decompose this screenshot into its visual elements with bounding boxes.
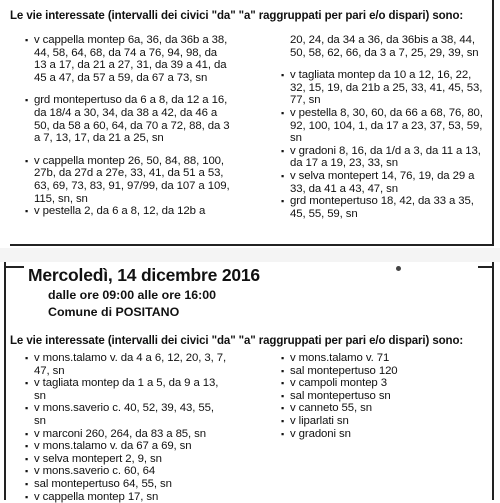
street-item: ▪ v canneto 55, sn: [281, 402, 372, 415]
bullet-icon: ▪: [25, 353, 29, 363]
street-item: ▪ v pestella 8, 30, 60, da 66 a 68, 76, 80, 92, 100, 104, 1, da 17 a 23, 37, 53, 59, sn: [281, 106, 483, 145]
street-item: ▪ grd montepertuso da 6 a 8, da 12 a 16, da 18/4 a 30, 34, da 38 a 42, da 46 a 50, da 58 a 60, 64, da 70 a 72, 88, da 3 a 7, 13, 17, da 21 a 25, sn: [25, 94, 230, 145]
street-item: ▪ v cappella montep 6a, 36, da 36b a 38, 44, 58, 64, 68, da 74 a 76, 94, 98, da 13 a 17, da 21 a 27, 31, da 39 a 41, da 45 a 47, da 57 a 59, da 67 a 73, sn: [25, 34, 228, 84]
streets-right-column: [280, 34, 495, 220]
card-separator: [0, 248, 500, 262]
bullet-icon: ▪: [281, 170, 285, 181]
streets-left-column: [24, 34, 262, 218]
bullet-icon: ▪: [281, 428, 285, 439]
street-item: ▪ v liparlati sn: [281, 414, 349, 427]
street-item: ▪ v mons.talamo v. 71: [281, 352, 390, 364]
bullet-icon: ▪: [25, 378, 29, 389]
notice-hours: dalle ore 09:00 alle ore 16:00: [48, 288, 217, 302]
street-item: ▪ v selva montepert 2, 9, sn: [25, 452, 162, 465]
card-border-right: [492, 0, 494, 246]
street-item: ▪ v campoli montep 3: [281, 377, 387, 390]
street-item: ▪ v gradoni sn: [281, 427, 351, 440]
bullet-icon: ▪: [25, 478, 29, 489]
notice-date: Mercoledì, 14 dicembre 2016: [28, 265, 260, 285]
decorative-dot: [396, 266, 401, 271]
street-item: ▪ v tagliata montep da 1 a 5, da 9 a 13, sn: [25, 377, 219, 402]
street-item: ▪ grd montepertuso 18, 42, da 33 a 35, 45, 55, 59, sn: [281, 195, 474, 220]
street-item: ▪ v cappella montep 17, sn: [25, 490, 159, 503]
card-border-bottom: [10, 244, 494, 246]
bullet-icon: ▪: [25, 441, 29, 452]
street-item: ▪ v mons.saverio c. 40, 52, 39, 43, 55, sn: [25, 402, 214, 427]
street-item: ▪ v mons.saverio c. 60, 64: [25, 465, 156, 478]
bullet-icon: ▪: [281, 353, 285, 363]
street-item: ▪ sal montepertuso 64, 55, sn: [25, 477, 172, 490]
street-item: ▪ sal montepertuso sn: [281, 389, 391, 402]
street-item: ▪ v mons.talamo v. da 4 a 6, 12, 20, 3, 7, 47, sn: [25, 352, 227, 377]
card-border-left: [4, 262, 6, 500]
bullet-icon: ▪: [25, 453, 29, 464]
bullet-icon: ▪: [281, 70, 285, 81]
bullet-icon: ▪: [25, 428, 29, 439]
outage-notice-card-2: [0, 262, 500, 503]
street-item-continued: 20, 24, da 34 a 36, da 36bis a 38, 44, 50, 58, 62, 66, da 3 a 7, 25, 29, 39, sn: [290, 34, 479, 59]
street-item: ▪ v mons.talamo v. da 67 a 69, sn: [25, 440, 192, 453]
bullet-icon: ▪: [281, 145, 285, 156]
street-item: ▪ v gradoni 8, 16, da 1/d a 3, da 11 a 13, da 17 a 19, 23, 33, sn: [281, 144, 481, 170]
bullet-icon: ▪: [281, 403, 285, 414]
streets-left-column: [24, 352, 262, 503]
streets-heading: Le vie interessate (intervalli dei civici "da" "a" raggruppati per pari e/o dispari) sono:: [10, 335, 464, 347]
card-border-top-left: [4, 266, 24, 268]
streets-right-column: [280, 352, 495, 440]
bullet-icon: ▪: [25, 35, 29, 45]
outage-notice-card-1: [0, 0, 500, 248]
bullet-icon: ▪: [25, 155, 29, 166]
bullet-icon: ▪: [25, 95, 29, 106]
bullet-icon: ▪: [25, 491, 29, 502]
bullet-icon: ▪: [281, 107, 285, 118]
street-item: ▪ v pestella 2, da 6 a 8, 12, da 12b a: [25, 205, 206, 218]
card-border-top-right: [478, 266, 494, 268]
bullet-icon: ▪: [281, 196, 285, 207]
bullet-icon: ▪: [281, 365, 285, 376]
notice-comune: Comune di POSITANO: [48, 305, 180, 319]
bullet-icon: ▪: [25, 466, 29, 477]
street-item: ▪ v selva montepert 14, 76, 19, da 29 a 33, da 41 a 43, 47, sn: [281, 169, 475, 195]
streets-heading: Le vie interessate (intervalli dei civici "da" "a" raggruppati per pari e/o dispari) sono:: [10, 10, 464, 22]
bullet-icon: ▪: [281, 378, 285, 389]
street-item: ▪ v cappella montep 26, 50, 84, 88, 100, 27b, da 27d a 27e, 33, 41, da 51 a 53, 63, 69, 73, 83, 91, 97/99, da 107 a 109, 115, sn, sn: [25, 154, 230, 205]
bullet-icon: ▪: [281, 390, 285, 401]
bullet-icon: ▪: [281, 415, 285, 426]
street-item: ▪ v tagliata montep da 10 a 12, 16, 22, 32, 15, 19, da 21b a 25, 33, 41, 45, 53, 77, sn: [281, 69, 483, 107]
street-item: ▪ v marconi 260, 264, da 83 a 85, sn: [25, 427, 207, 440]
bullet-icon: ▪: [25, 403, 29, 414]
bullet-icon: ▪: [25, 206, 29, 217]
street-item: ▪ sal montepertuso 120: [281, 364, 398, 377]
